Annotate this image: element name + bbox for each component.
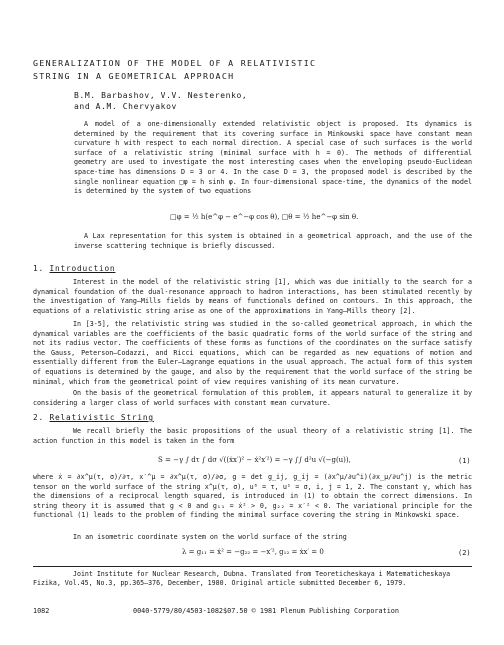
section-1-paragraph-1: Interest in the model of the relativistic string [1], which was due initially to the search for a dynamical foundation of the dual-resonance approach to hadron interactions, has been stimulated recently by the investigation of Yang–Mills fields by means of functionals defined on contours. In this approach, the equations of a relativistic string arise as one of the approximations in Yang–Mills theory [2].	[33, 278, 472, 315]
footnote-line-2: Fizika, Vol.45, No.3, pp.365–376, December, 1980. Original article submitted December 6, 1979.	[33, 579, 407, 588]
section-1-paragraph-3: On the basis of the geometrical formulation of this problem, it appears natural to generalize it by considering a larger class of world surfaces with constant mean curvature.	[33, 389, 472, 407]
abstract-text-2: A Lax representation for this system is obtained in a geometrical approach, and the use of the inverse scattering technique is briefly discussed.	[74, 232, 472, 250]
title-line-1: GENERALIZATION OF THE MODEL OF A RELATIVISTIC	[33, 58, 317, 68]
abstract-equation: □φ = ½ h(e^φ − e^−φ cos θ), □θ = ½ he^−φ sin θ.	[170, 213, 359, 221]
equation-1-number: (1)	[458, 457, 471, 465]
section-2-paragraph-3: In an isometric coordinate system on the world surface of the string	[73, 533, 347, 541]
section-2-paragraph-1: We recall briefly the basic propositions of the usual theory of a relativistic string [1]. The action function in this model is taken in the form	[33, 427, 472, 445]
section-2-paragraph-2: where ẋ = ∂x^μ(τ, σ)/∂τ, x′^μ = ∂x^μ(τ, σ)/∂σ, g = det g_ij, g_ij = (∂x^μ/∂u^i)(∂x_μ/∂u^j) is the metric tensor on the world surface of the string x^μ(τ, σ), u⁰ = τ, u¹ = σ, i, j = 1, 2. The constant γ, which has the dimensions of a reciprocal length squared, is introduced in (1) to obtain the correct dimensions. In string theory it is assumed that g < 0 and g₁₁ = ẋ² > 0, g₂₂ = x′² < 0. The variational principle for the functional (1) leads to the problem of finding the minimal surface covering the string in Minkowski space.	[33, 473, 472, 520]
footnote	[33, 570, 493, 589]
copyright-code: 0040-5779/80/4503-1082$07.50 © 1981 Plenum Publishing Corporation	[133, 607, 399, 615]
equation-1: S = −γ ∫ dτ ∫ dσ √((ẋx′)² − ẋ²x′²) = −γ ∫∫ d²u √(−g(u)),	[158, 456, 351, 464]
authors-line-1: B.M. Barbashov, V.V. Nesterenko,	[74, 91, 248, 100]
authors-line-2: and A.M. Chervyakov	[74, 102, 177, 111]
footnote-divider	[33, 566, 472, 567]
equation-2: λ = g₁₁ = ẋ² = −g₂₂ = −x′², g₁₂ = ẋx′ = 0	[182, 548, 324, 556]
section-1-heading: 1. Introduction	[33, 264, 116, 273]
section-2-heading: 2. Relativistic String	[33, 413, 154, 422]
title-line-2: STRING IN A GEOMETRICAL APPROACH	[33, 71, 235, 81]
footnote-line-1: Joint Institute for Nuclear Research, Dubna. Translated from Teoreticheskaya i Matematicheskaya	[73, 570, 451, 578]
page-number: 1082	[33, 607, 50, 615]
section-1-paragraph-2: In [3-5], the relativistic string was studied in the so-called geometrical approach, in which the dynamical variables are the coefficients of the basic quadratic forms of the world surface of the string and not its radius vector. The coefficients of these forms as functions of the coordinates on the surface satisfy the Gauss, Peterson–Codazzi, and Ricci equations, which can be regarded as new equations of motion and essentially different from the Euler–Lagrange equations in the usual approach. The actual form of this system of equations is determined by the gauge, and also by the requirement that the world surface of the string be minimal, which from the geometrical point of view requires vanishing of its mean curvature.	[33, 320, 472, 386]
equation-2-number: (2)	[458, 549, 471, 557]
abstract-text: A model of a one-dimensionally extended relativistic object is proposed. Its dynamics is determined by the requirement that its covering surface in Minkowski space have constant mean curvature h with respect to each normal direction. A special case of such surfaces is the world surface of a relativistic string (minimal surface with h = 0). The methods of differential geometry are used to investigate the most interesting cases when the enveloping pseudo-Euclidean space-time has dimensions D = 3 or 4. In the case D = 3, the proposed model is described by the single nonlinear equation □φ = h sinh φ. In four-dimensional space-time, the dynamics of the model is determined by the system of two equations	[74, 120, 472, 196]
